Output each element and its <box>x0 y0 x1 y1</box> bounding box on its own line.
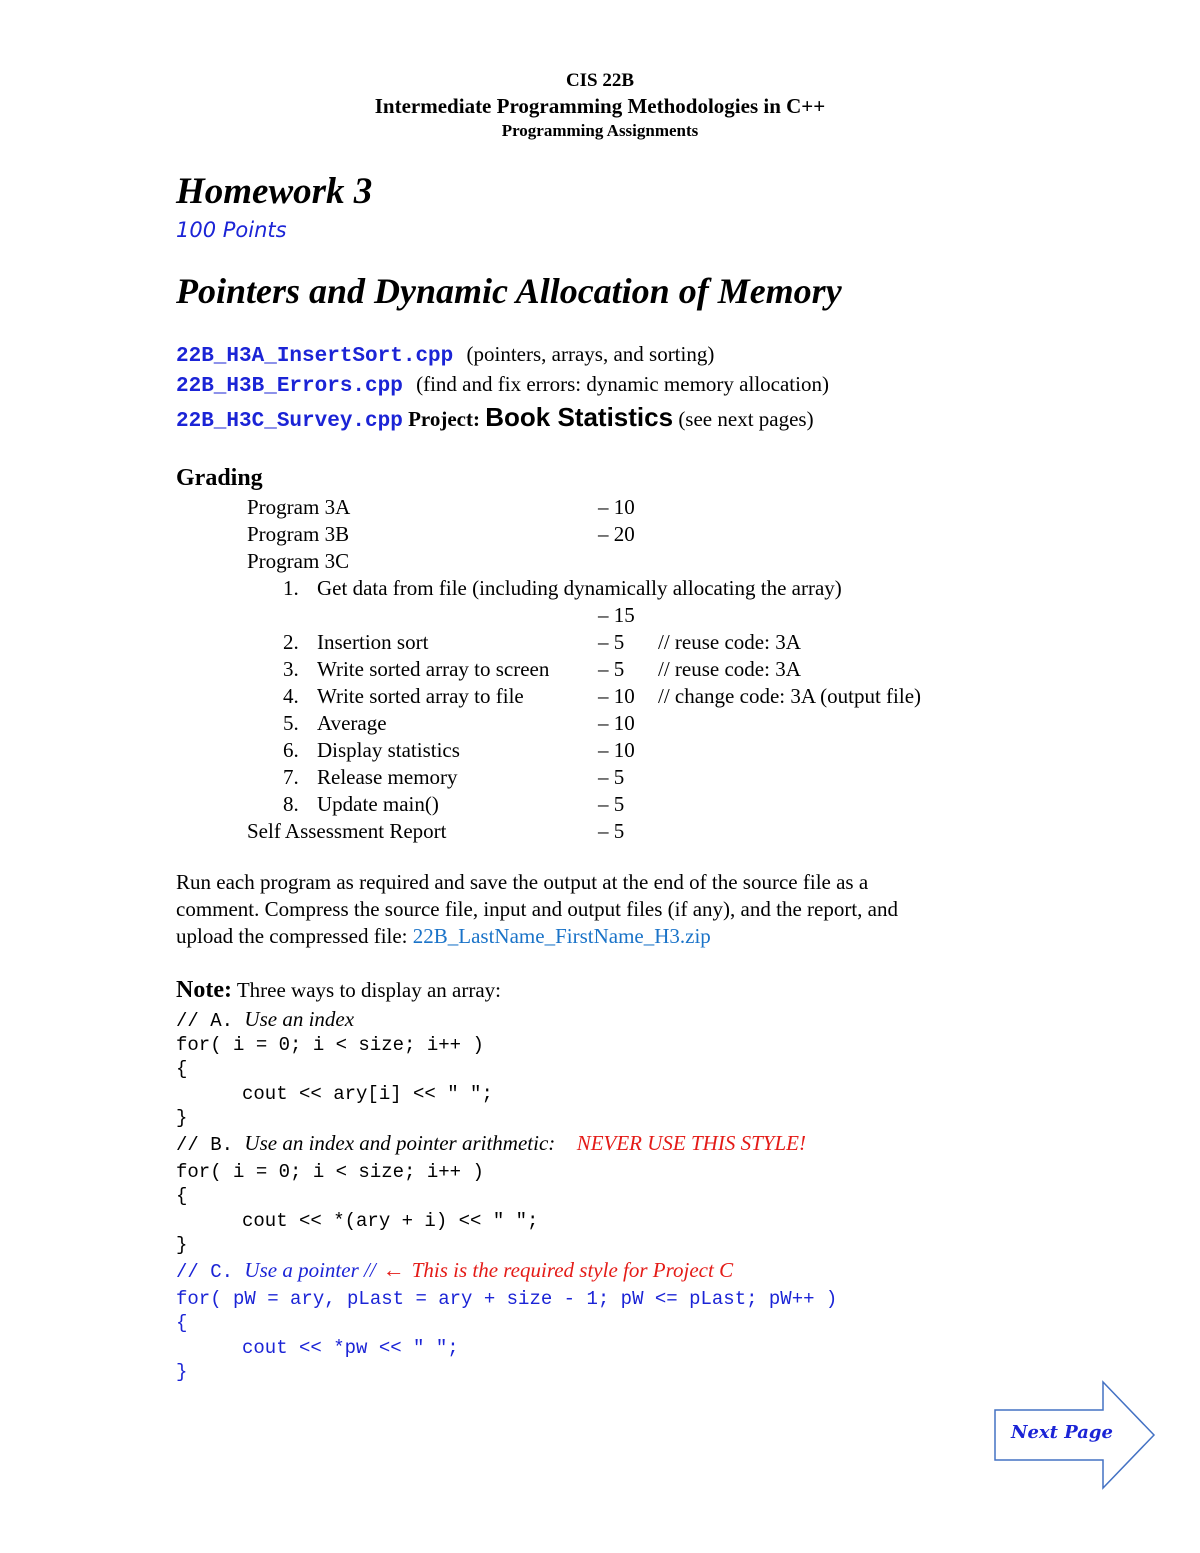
instructions-line-2: comment. Compress the source file, input and output files (if any), and the report, and <box>176 897 898 921</box>
grading-item-points: – 5 <box>598 657 625 681</box>
file-line-3a <box>176 342 714 368</box>
code-b-prefix: // B. <box>176 1134 234 1156</box>
code-c-required: This is the required style for Project C <box>411 1258 734 1282</box>
grading-item-num: 6. <box>283 738 299 762</box>
file-desc-3b: (find and fix errors: dynamic memory allocation) <box>416 372 829 396</box>
grading-item-note: // reuse code: 3A <box>658 657 801 681</box>
note-text: Three ways to display an array: <box>236 978 501 1002</box>
grading-item-points: – 5 <box>598 765 625 789</box>
code-b-warning: NEVER USE THIS STYLE! <box>576 1131 806 1155</box>
course-title: Intermediate Programming Methodologies in C++ <box>374 94 826 118</box>
code-c-desc: Use a pointer // <box>244 1258 376 1282</box>
project-name: Book Statistics <box>485 402 674 432</box>
instructions-line-3 <box>176 924 711 949</box>
file-name-3b: 22B_H3B_Errors.cpp <box>176 375 403 398</box>
course-code: CIS 22B <box>565 70 635 91</box>
next-page-label: Next Page <box>1011 1422 1113 1443</box>
grading-item-num: 7. <box>283 765 299 789</box>
grading-item-points: – 10 <box>598 711 635 735</box>
course-subtitle: Programming Assignments <box>501 121 699 140</box>
file-desc-3a: (pointers, arrays, and sorting) <box>466 342 715 366</box>
grading-heading: Grading <box>176 465 263 491</box>
grading-3a-points: – 10 <box>598 495 635 519</box>
instructions-line-1: Run each program as required and save the output at the end of the source file as a <box>176 870 869 894</box>
left-arrow-icon: ← <box>387 1259 401 1284</box>
code-line: for( pW = ary, pLast = ary + size - 1; pW <= pLast; pW++ ) <box>176 1288 838 1310</box>
grading-item-points: – 5 <box>598 630 625 654</box>
grading-item-note: // reuse code: 3A <box>658 630 801 654</box>
grading-item-num: 3. <box>283 657 299 681</box>
code-line: cout << ary[i] << " "; <box>242 1083 493 1105</box>
grading-item-num: 8. <box>283 792 299 816</box>
code-line: { <box>176 1185 188 1207</box>
grading-item-label: Average <box>317 711 387 735</box>
zip-file-name: 22B_LastName_FirstName_H3.zip <box>412 924 711 948</box>
grading-item-label: Display statistics <box>317 738 460 762</box>
code-b-desc: Use an index and pointer arithmetic: <box>244 1131 556 1155</box>
grading-item-num: 5. <box>283 711 299 735</box>
grading-item-num: 4. <box>283 684 299 708</box>
file-line-3c <box>176 402 814 433</box>
code-line: { <box>176 1312 188 1334</box>
code-line: cout << *pw << " "; <box>242 1337 459 1359</box>
grading-item-label: Insertion sort <box>317 630 429 654</box>
code-a-comment <box>176 1007 354 1032</box>
grading-3c-label: Program 3C <box>247 549 350 573</box>
file-line-3b <box>176 372 829 398</box>
code-line: for( i = 0; i < size; i++ ) <box>176 1161 484 1183</box>
grading-item-points: – 15 <box>598 603 635 627</box>
homework-title: Homework 3 <box>176 171 373 212</box>
code-line: } <box>176 1361 188 1383</box>
grading-item-num: 2. <box>283 630 299 654</box>
self-assessment-points: – 5 <box>598 819 625 843</box>
code-c-prefix: // C. <box>176 1261 234 1283</box>
note-line <box>176 977 501 1004</box>
grading-item-num: 1. <box>283 576 299 600</box>
grading-item-points: – 5 <box>598 792 625 816</box>
code-a-desc: Use an index <box>244 1007 355 1031</box>
grading-item-label: Release memory <box>317 765 458 789</box>
code-line: } <box>176 1234 188 1256</box>
code-line: for( i = 0; i < size; i++ ) <box>176 1034 484 1056</box>
homework-points: 100 Points <box>176 218 287 242</box>
grading-3b-points: – 20 <box>598 522 635 546</box>
project-label: Project: <box>408 407 480 431</box>
code-line: { <box>176 1058 188 1080</box>
grading-item-note: // change code: 3A (output file) <box>658 684 922 708</box>
code-line: } <box>176 1107 188 1129</box>
grading-item-label: Write sorted array to screen <box>317 657 550 681</box>
code-b-comment <box>176 1131 806 1156</box>
grading-3b-label: Program 3B <box>247 522 350 546</box>
grading-item-label: Write sorted array to file <box>317 684 524 708</box>
code-c-comment <box>176 1258 733 1284</box>
self-assessment-label: Self Assessment Report <box>247 819 447 843</box>
code-line: cout << *(ary + i) << " "; <box>242 1210 539 1232</box>
file-desc-3c: (see next pages) <box>678 407 814 431</box>
instructions-upload-text: upload the compressed file: <box>176 924 408 948</box>
grading-item-label: Update main() <box>317 792 439 816</box>
grading-3a-label: Program 3A <box>247 495 351 519</box>
section-title: Pointers and Dynamic Allocation of Memory <box>176 271 842 311</box>
code-a-prefix: // A. <box>176 1010 234 1032</box>
grading-item-label: Get data from file (including dynamically allocating the array) <box>317 576 842 600</box>
file-name-3c: 22B_H3C_Survey.cpp <box>176 410 403 433</box>
file-name-3a: 22B_H3A_InsertSort.cpp <box>176 345 454 368</box>
grading-item-points: – 10 <box>598 738 635 762</box>
note-label: Note: <box>176 977 232 1003</box>
next-page-button[interactable] <box>993 1380 1158 1490</box>
grading-item-points: – 10 <box>598 684 635 708</box>
